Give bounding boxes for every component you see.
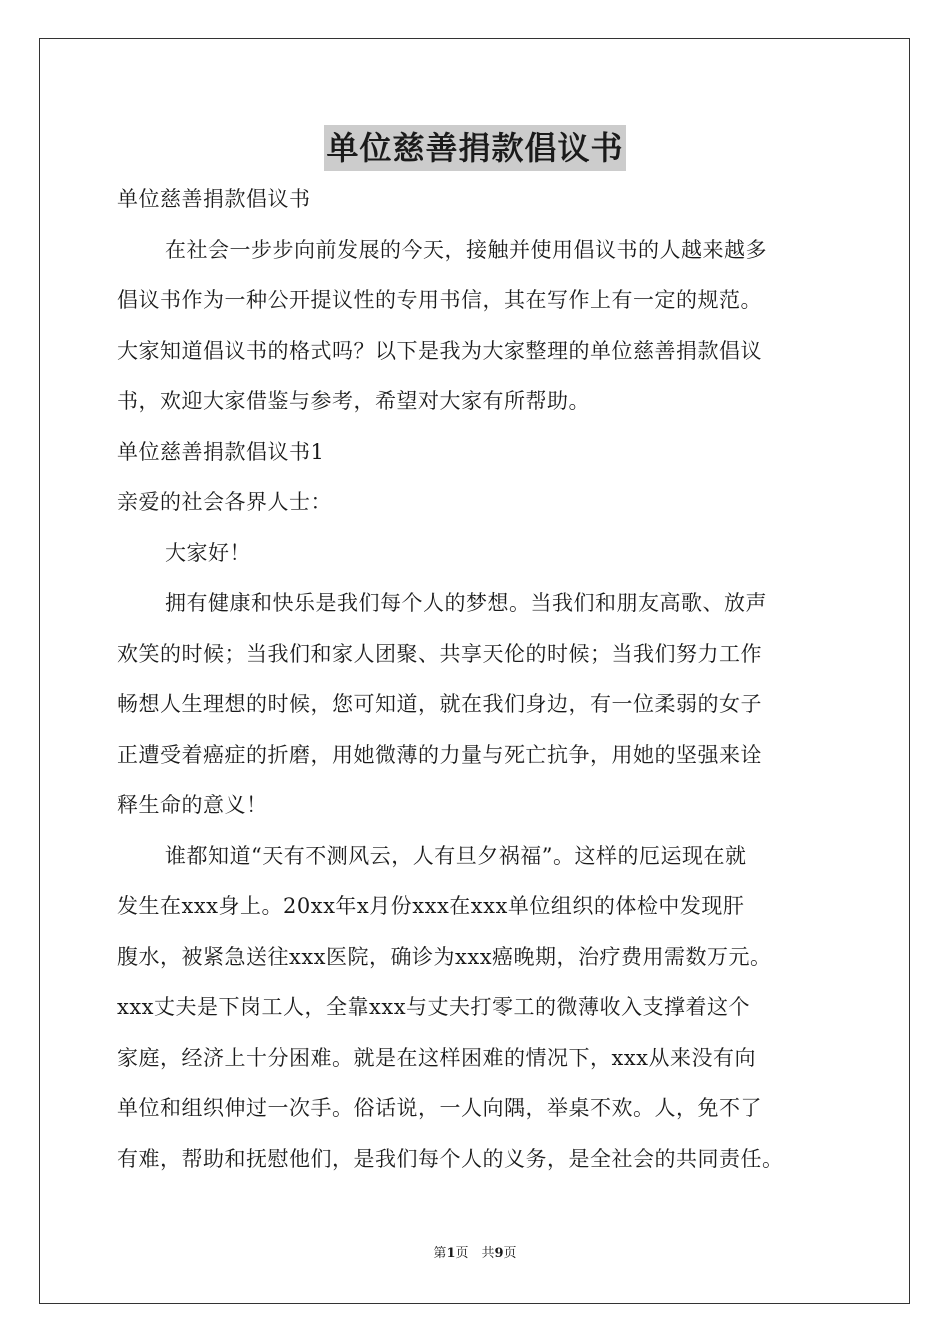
footer-page-current: 1 bbox=[446, 1246, 456, 1261]
body-line: 书，欢迎大家借鉴与参考，希望对大家有所帮助。 bbox=[117, 389, 590, 413]
body-line: 家庭，经济上十分困难。就是在这样困难的情况下，xxx从来没有向 bbox=[117, 1045, 757, 1070]
body-line: 拥有健康和快乐是我们每个人的梦想。当我们和朋友高歌、放声 bbox=[165, 591, 767, 615]
body-line: 畅想人生理想的时候，您可知道，就在我们身边，有一位柔弱的女子 bbox=[117, 692, 762, 716]
body-line: xxx丈夫是下岗工人，全靠xxx与丈夫打零工的微薄收入支撑着这个 bbox=[117, 995, 751, 1019]
body-line: 释生命的意义！ bbox=[117, 793, 268, 817]
document-body bbox=[117, 174, 842, 1184]
footer-page-suffix: 页 bbox=[503, 1246, 517, 1261]
body-line: 在社会一步步向前发展的今天，接触并使用倡议书的人越来越多 bbox=[165, 237, 767, 262]
footer-page-prefix: 第 bbox=[433, 1246, 447, 1261]
body-line: 发生在xxx身上。20xx年x月份xxx在xxx单位组织的体检中发现肝 bbox=[117, 894, 745, 918]
salutation: 亲爱的社会各界人士： bbox=[117, 490, 332, 514]
body-line: 腹水，被紧急送往xxx医院，确诊为xxx癌晚期，治疗费用需数万元。 bbox=[117, 944, 772, 969]
page-footer bbox=[0, 1245, 950, 1263]
body-line: 倡议书作为一种公开提议性的专用书信，其在写作上有一定的规范。 bbox=[117, 288, 762, 312]
section-heading: 单位慈善捐款倡议书1 bbox=[117, 439, 325, 464]
footer-page-mid: 页 共 bbox=[455, 1246, 495, 1261]
greeting: 大家好！ bbox=[165, 540, 251, 565]
body-line: 大家知道倡议书的格式吗？以下是我为大家整理的单位慈善捐款倡议 bbox=[117, 338, 762, 363]
body-line: 正遭受着癌症的折磨，用她微薄的力量与死亡抗争，用她的坚强来诠 bbox=[117, 742, 762, 767]
body-line: 有难，帮助和抚慰他们，是我们每个人的义务，是全社会的共同责任。 bbox=[117, 1146, 784, 1171]
document-title: 单位慈善捐款倡议书 bbox=[324, 125, 625, 171]
subtitle-line: 单位慈善捐款倡议书 bbox=[117, 187, 311, 211]
footer-page-total: 9 bbox=[494, 1246, 504, 1261]
body-line: 欢笑的时候；当我们和家人团聚、共享天伦的时候；当我们努力工作 bbox=[117, 641, 762, 666]
body-line: 单位和组织伸过一次手。俗话说，一人向隅，举桌不欢。人，免不了 bbox=[117, 1096, 762, 1120]
body-line: 谁都知道“天有不测风云，人有旦夕祸福”。这样的厄运现在就 bbox=[165, 843, 747, 868]
title-container bbox=[0, 125, 950, 171]
